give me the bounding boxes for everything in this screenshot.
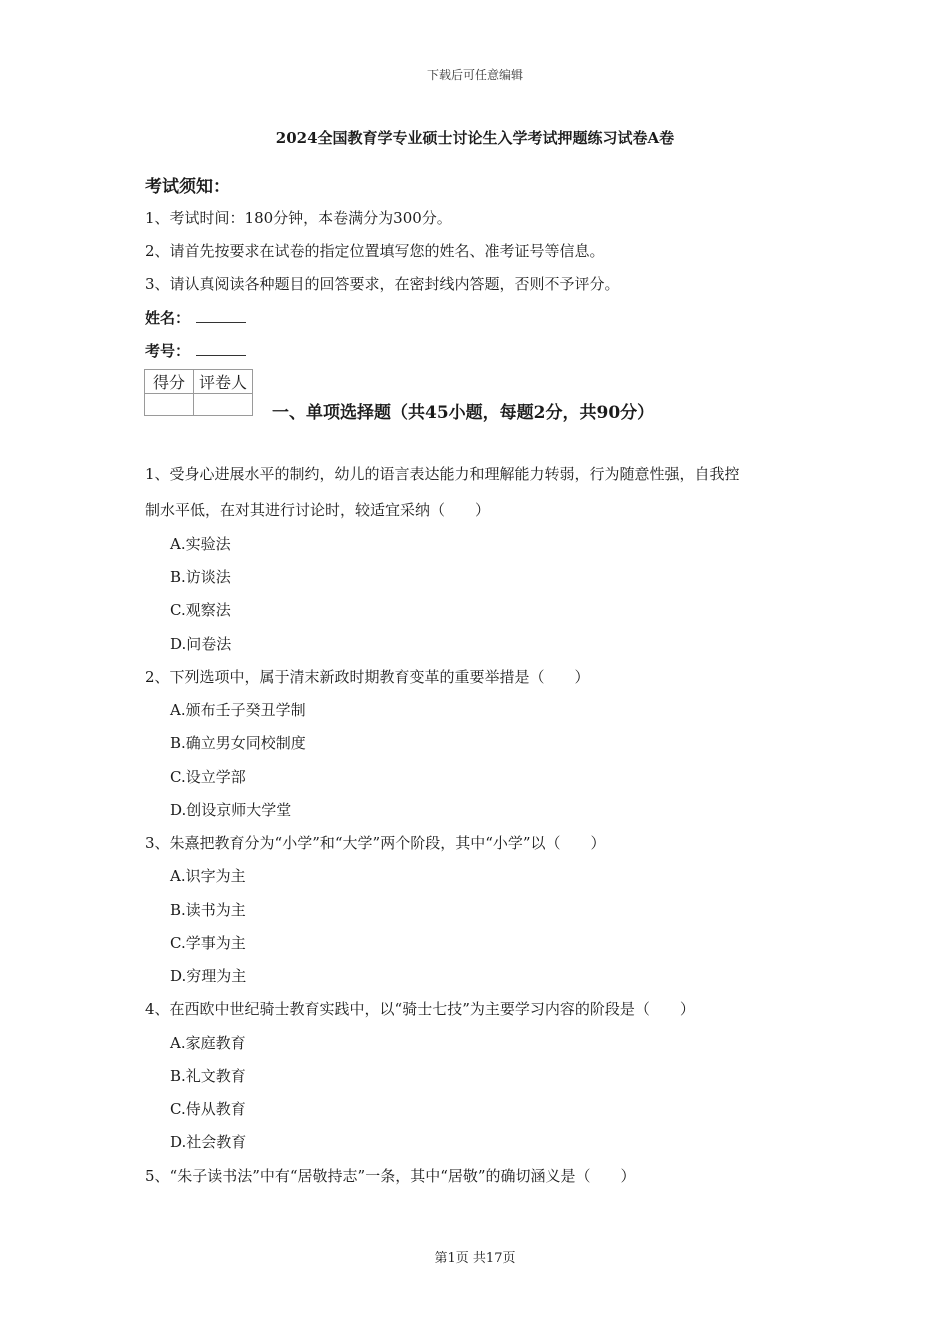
question-text: 2、下列选项中，属于清末新政时期教育变革的重要举措是（ ） <box>145 668 590 686</box>
option: B.访谈法 <box>170 568 231 586</box>
score-table <box>144 369 253 416</box>
name-field <box>145 307 246 328</box>
question-text: 制水平低，在对其进行讨论时，较适宜采纳（ ） <box>145 501 491 519</box>
option: A.颁布壬子癸丑学制 <box>170 701 306 719</box>
option: D.问卷法 <box>170 635 232 653</box>
option: C.观察法 <box>170 601 231 619</box>
grader-cell <box>194 394 253 416</box>
notice-item: 2、请首先按要求在试卷的指定位置填写您的姓名、准考证号等信息。 <box>145 242 605 260</box>
option: D.穷理为主 <box>170 967 247 985</box>
page-footer: 第1页 共17页 <box>434 1251 516 1266</box>
question-text: 3、朱熹把教育分为“小学”和“大学”两个阶段，其中“小学”以（ ） <box>145 834 606 852</box>
option: A.实验法 <box>170 535 231 553</box>
name-label: 姓名： <box>145 309 191 327</box>
score-header: 得分 <box>145 370 194 394</box>
option: C.设立学部 <box>170 768 246 786</box>
option: B.确立男女同校制度 <box>170 734 306 752</box>
score-cell <box>145 394 194 416</box>
option: D.创设京师大学堂 <box>170 801 292 819</box>
option: A.家庭教育 <box>170 1034 246 1052</box>
grader-header: 评卷人 <box>194 370 253 394</box>
notice-item: 1、考试时间：180分钟，本卷满分为300分。 <box>145 209 452 227</box>
id-field <box>145 340 246 361</box>
header-note: 下载后可任意编辑 <box>426 68 523 82</box>
document-title: 2024全国教育学专业硕士讨论生入学考试押题练习试卷A卷 <box>275 129 675 147</box>
option: C.侍从教育 <box>170 1100 246 1118</box>
question-text: 5、“朱子读书法”中有“居敬持志”一条，其中“居敬”的确切涵义是（ ） <box>145 1167 636 1185</box>
option: D.社会教育 <box>170 1133 247 1151</box>
question-text: 1、受身心进展水平的制约，幼儿的语言表达能力和理解能力转弱，行为随意性强，自我控 <box>145 465 740 483</box>
notice-item: 3、请认真阅读各种题目的回答要求，在密封线内答题，否则不予评分。 <box>145 275 620 293</box>
option: B.读书为主 <box>170 901 246 919</box>
exam-notice-heading: 考试须知： <box>145 177 230 197</box>
question-text: 4、在西欧中世纪骑士教育实践中，以“骑士七技”为主要学习内容的阶段是（ ） <box>145 1000 695 1018</box>
id-label: 考号： <box>145 342 191 360</box>
option: B.礼文教育 <box>170 1067 246 1085</box>
section-heading: 一、单项选择题（共45小题，每题2分，共90分） <box>272 403 655 423</box>
option: C.学事为主 <box>170 934 246 952</box>
id-blank <box>196 341 246 356</box>
name-blank <box>196 308 246 323</box>
option: A.识字为主 <box>170 867 246 885</box>
